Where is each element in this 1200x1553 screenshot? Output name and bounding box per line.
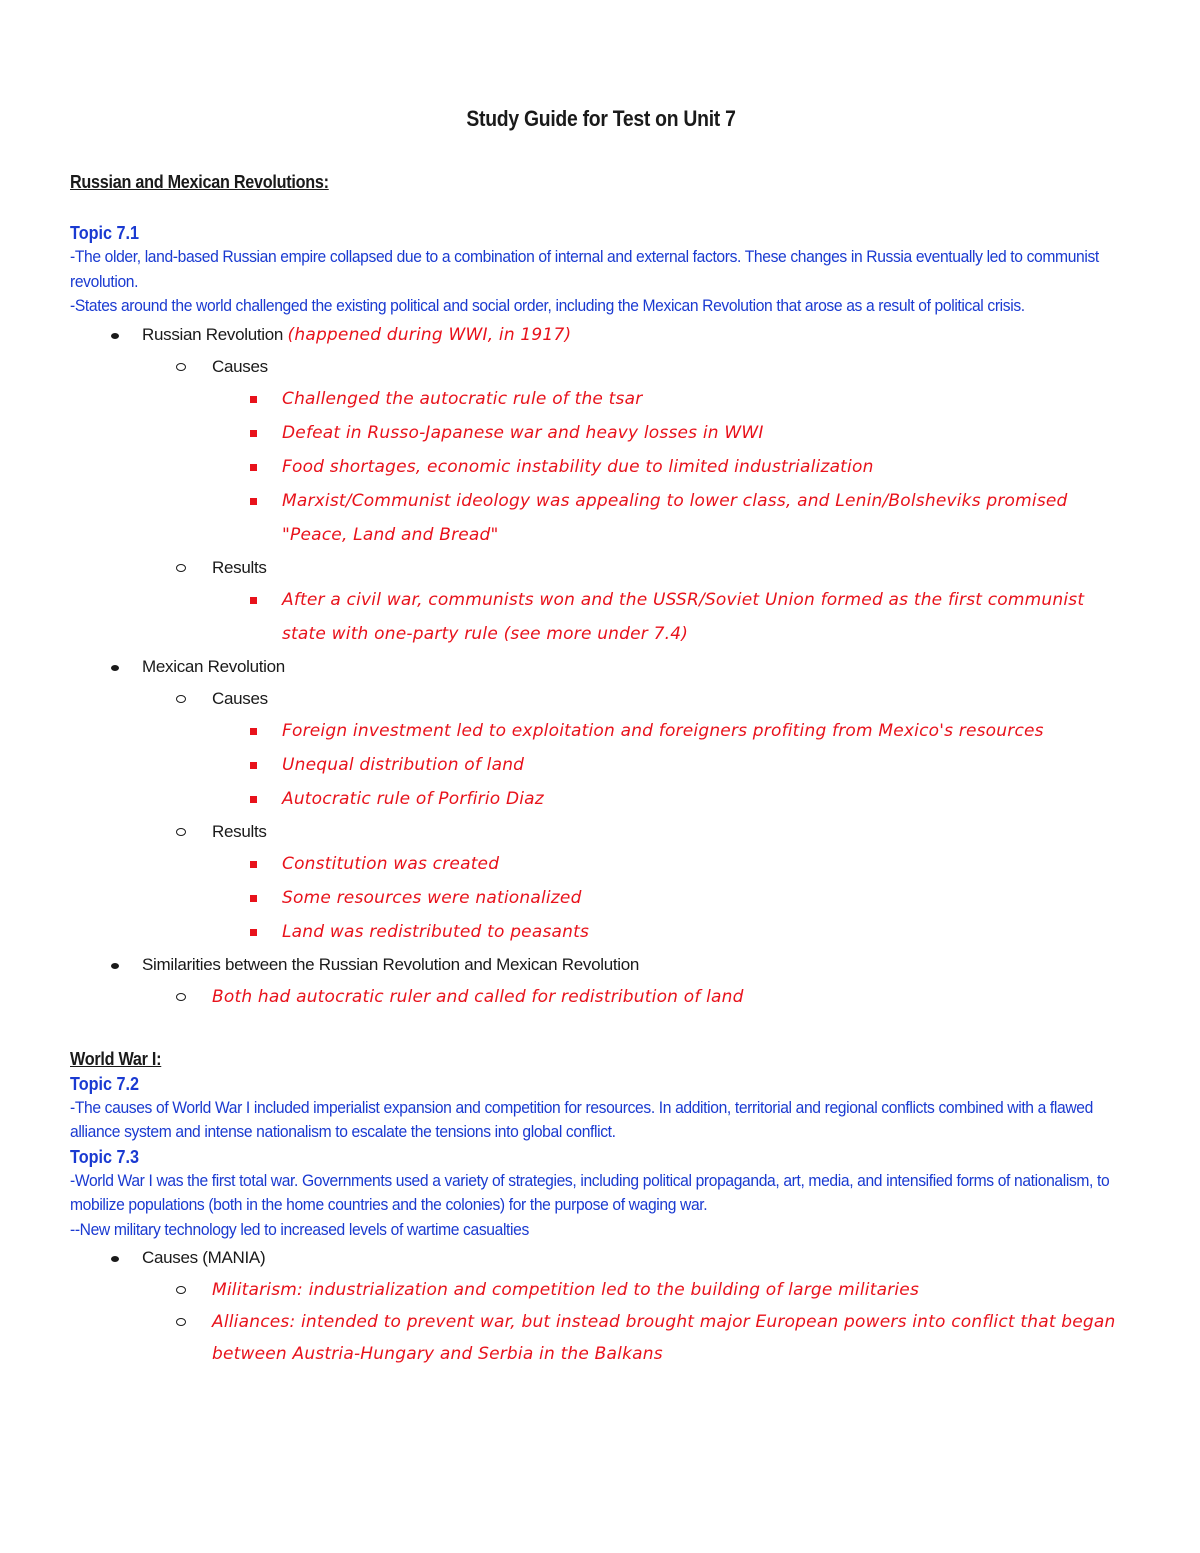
topic-7-2-paragraph: -The causes of World War I included imperialist expansion and competition for resources. In addition, territorial and regional conflicts combined with a flawed alliance system and intense nationalism to escalate the tensions into global conflict. bbox=[70, 1097, 1093, 1141]
list-item: Militarism: industrialization and competition led to the building of large militaries bbox=[70, 1274, 1132, 1306]
list-item: Unequal distribution of land bbox=[70, 748, 1132, 782]
bullet-square-icon bbox=[250, 895, 257, 902]
bullet-square-icon bbox=[250, 597, 257, 604]
list-item: Challenged the autocratic rule of the tsar bbox=[70, 382, 1132, 416]
list-item-causes: Causes Challenged the autocratic rule of the tsar Defeat in Russo-Japanese war and heavy losses in WWI Food shortages, economic instability due to limited industrialization Marxist/Communist ideology was appealing to lower class, and Lenin/Bolsheviks promised "Peace, Land and Bread" bbox=[70, 351, 1132, 552]
bullet-circle-icon bbox=[176, 363, 186, 371]
topic-7-2-heading: Topic 7.2 bbox=[70, 1073, 140, 1094]
bullet-square-icon bbox=[250, 396, 257, 403]
bullet-circle-icon bbox=[176, 993, 186, 1001]
bullet-dot-icon bbox=[111, 1256, 119, 1262]
section-heading-revolutions: Russian and Mexican Revolutions: bbox=[70, 172, 329, 192]
bullet-square-icon bbox=[250, 728, 257, 735]
list-item: Foreign investment led to exploitation and foreigners profiting from Mexico's resources bbox=[70, 714, 1132, 748]
bullet-square-icon bbox=[250, 498, 257, 505]
list-item: Food shortages, economic instability due to limited industrialization bbox=[70, 450, 1132, 484]
bullet-dot-icon bbox=[111, 963, 119, 969]
list-item-causes: Causes Foreign investment led to exploitation and foreigners profiting from Mexico's resources Unequal distribution of land Autocratic rule of Porfirio Diaz bbox=[70, 683, 1132, 816]
topic-7-3-heading: Topic 7.3 bbox=[70, 1146, 140, 1167]
list-item-results: Results Constitution was created Some resources were nationalized Land was redistributed to peasants bbox=[70, 816, 1132, 949]
bullet-circle-icon bbox=[176, 564, 186, 572]
list-item: Land was redistributed to peasants bbox=[70, 915, 1132, 949]
list-item: Marxist/Communist ideology was appealing to lower class, and Lenin/Bolsheviks promised "Peace, Land and Bread" bbox=[70, 484, 1132, 552]
bullet-circle-icon bbox=[176, 828, 186, 836]
bullet-circle-icon bbox=[176, 695, 186, 703]
topic-7-1-paragraph-1: -The older, land-based Russian empire collapsed due to a combination of internal and external factors. These changes in Russia eventually led to communist revolution. bbox=[70, 247, 1099, 291]
list-item-causes-mania: Causes (MANIA) Militarism: industrialization and competition led to the building of large militaries Alliances: intended to prevent war, but instead brought major European powers into conflict that began between Austria-Hungary and Serbia in the Balkans bbox=[70, 1242, 1132, 1370]
bullet-circle-icon bbox=[176, 1286, 186, 1294]
list-item-results: Results After a civil war, communists won and the USSR/Soviet Union formed as the first communist state with one-party rule (see more under 7.4) bbox=[70, 552, 1132, 651]
section-heading-world-war-1: World War I: bbox=[70, 1048, 162, 1069]
document-page bbox=[70, 100, 1132, 1370]
list-item: Constitution was created bbox=[70, 847, 1132, 881]
bullet-square-icon bbox=[250, 929, 257, 936]
bullet-square-icon bbox=[250, 796, 257, 803]
bullet-square-icon bbox=[250, 464, 257, 471]
list-item-mexican-revolution: Mexican Revolution Causes Foreign investment led to exploitation and foreigners profiting from Mexico's resources Unequal distribution of land Autocratic rule of Porfirio Diaz Results Constitution was created Some resources were nationalized Land was redistributed to peasants bbox=[70, 651, 1132, 949]
list-item: Alliances: intended to prevent war, but instead brought major European powers into conflict that began between Austria-Hungary and Serbia in the Balkans bbox=[70, 1306, 1132, 1370]
bullet-dot-icon bbox=[111, 333, 119, 339]
list-item: Defeat in Russo-Japanese war and heavy losses in WWI bbox=[70, 416, 1132, 450]
list-item: Some resources were nationalized bbox=[70, 881, 1132, 915]
ww1-outline bbox=[70, 1242, 1132, 1370]
topic-7-3-paragraph-1: -World War I was the first total war. Governments used a variety of strategies, including political propaganda, art, media, and intensified forms of nationalism, to mobilize populations (both in the home countries and the colonies) for the purpose of waging war. bbox=[70, 1170, 1110, 1214]
topic-7-1-paragraph-2: -States around the world challenged the existing political and social order, including the Mexican Revolution that arose as a result of political crisis. bbox=[70, 296, 1025, 315]
list-item: After a civil war, communists won and the USSR/Soviet Union formed as the first communist state with one-party rule (see more under 7.4) bbox=[70, 583, 1132, 651]
bullet-square-icon bbox=[250, 861, 257, 868]
bullet-circle-icon bbox=[176, 1318, 186, 1326]
document-title: Study Guide for Test on Unit 7 bbox=[466, 106, 736, 131]
topic-7-1-heading: Topic 7.1 bbox=[70, 223, 140, 243]
bullet-dot-icon bbox=[111, 665, 119, 671]
list-item-russian-revolution: Russian Revolution (happened during WWI, in 1917) Causes Challenged the autocratic rule of the tsar Defeat in Russo-Japanese war and heavy losses in WWI Food shortages, economic instability due to limited industrialization Marxist/Communist ideology was appealing to lower class, and Lenin/Bolsheviks promised "Peace, Land and Bread" Results After a civil war, communists won and the USSR/Soviet Union formed as the first communist state with one-party rule (see more under 7.4) bbox=[70, 319, 1132, 651]
list-item: Autocratic rule of Porfirio Diaz bbox=[70, 782, 1132, 816]
bullet-square-icon bbox=[250, 430, 257, 437]
list-item: Both had autocratic ruler and called for redistribution of land bbox=[70, 981, 1132, 1013]
bullet-square-icon bbox=[250, 762, 257, 769]
list-item-similarities: Similarities between the Russian Revolution and Mexican Revolution Both had autocratic ruler and called for redistribution of land bbox=[70, 949, 1132, 1013]
revolutions-outline bbox=[70, 319, 1132, 1013]
handwritten-note: (happened during WWI, in 1917) bbox=[287, 324, 572, 345]
topic-7-3-paragraph-2: --New military technology led to increased levels of wartime casualties bbox=[70, 1219, 529, 1239]
